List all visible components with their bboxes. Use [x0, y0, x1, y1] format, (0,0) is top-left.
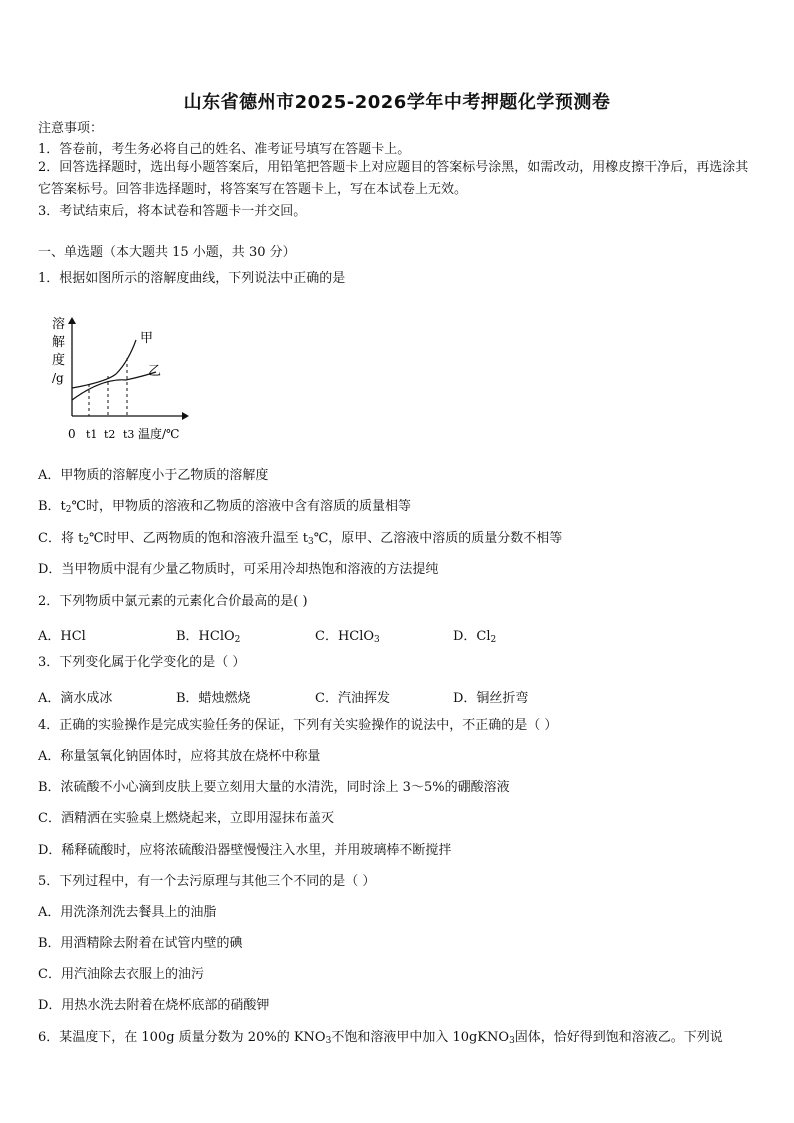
q5-stem: 5．下列过程中，有一个去污原理与其他三个不同的是（ ）	[38, 874, 376, 889]
q1-option-a: A．甲物质的溶解度小于乙物质的溶解度	[38, 468, 269, 483]
q2-option-b: B．HClO$_2$	[176, 629, 241, 645]
q4-option-d: D．稀释硫酸时，应将浓硫酸沿器壁慢慢注入水里，并用玻璃棒不断搅拌	[38, 843, 452, 858]
q1-stem: 1．根据如图所示的溶解度曲线，下列说法中正确的是	[38, 271, 346, 286]
graph-ylabel-1: 溶	[52, 317, 66, 332]
curve-label-jia: 甲	[140, 331, 154, 346]
q1-option-d: D．当甲物质中混有少量乙物质时，可采用冷却热饱和溶液的方法提纯	[38, 562, 439, 577]
q4-option-a: A．称量氢氧化钠固体时，应将其放在烧杯中称量	[38, 749, 321, 764]
x-label-t3: t3	[123, 428, 135, 441]
notice-item-1: 1．答卷前，考生务必将自己的姓名、准考证号填写在答题卡上。	[38, 142, 411, 157]
q5-option-a: A．用洗涤剂洗去餐具上的油脂	[38, 905, 217, 920]
q5-option-b: B．用酒精除去附着在试管内壁的碘	[38, 936, 243, 951]
graph-axes	[68, 317, 189, 420]
notice-heading: 注意事项：	[38, 121, 104, 136]
x-label-t1: t1	[86, 428, 98, 441]
curve-label-yi: 乙	[148, 364, 162, 379]
q3-stem: 3．下列变化属于化学变化的是（ ）	[38, 655, 246, 670]
x-label-0: 0	[68, 427, 76, 441]
graph-ylabel-2: 解	[52, 335, 66, 350]
notice-item-2: 2．回答选择题时，选出每小题答案后，用铅笔把答题卡上对应题目的答案标号涂黑，如需改动，用橡皮擦干净后，再选涂其它答案标号。回答非选择题时，将答案写在答题卡上，写在本试卷上无效。	[38, 160, 749, 197]
q1-option-b: B．$t_2℃$时，甲物质的溶液和乙物质的溶液中含有溶质的质量相等	[38, 499, 412, 515]
q3-option-c: C．汽油挥发	[315, 691, 390, 706]
section-heading: 一、单选题（本大题共 15 小题，共 30 分）	[38, 245, 296, 260]
q4-option-b: B．浓硫酸不小心滴到皮肤上要立刻用大量的水清洗，同时涂上 3～5%的硼酸溶液	[38, 780, 510, 795]
graph-ylabel-3: 度	[52, 353, 66, 368]
q5-option-d: D．用热水洗去附着在烧杯底部的硝酸钾	[38, 998, 270, 1013]
q3-option-a: A．滴水成冰	[38, 691, 113, 706]
q3-option-d: D．铜丝折弯	[453, 691, 529, 706]
q5-option-c: C．用汽油除去衣服上的油污	[38, 967, 204, 982]
x-axis-unit: 温度/℃	[138, 427, 180, 441]
q2-option-a: A．HCl	[38, 629, 86, 644]
page-title: 山东省德州市2025-2026学年中考押题化学预测卷	[183, 92, 611, 113]
q4-stem: 4．正确的实验操作是完成实验任务的保证，下列有关实验操作的说法中，不正确的是（ ）	[38, 718, 558, 733]
solubility-graph	[44, 312, 204, 447]
q3-option-b: B．蜡烛燃烧	[176, 691, 251, 706]
q6-stem: 6．某温度下，在 100g 质量分数为 20%的 $KNO_3$不饱和溶液甲中加入 10gKNO$_3$固体，恰好得到饱和溶液乙。下列说	[38, 1030, 723, 1046]
q2-stem: 2．下列物质中氯元素的元素化合价最高的是( )	[38, 594, 308, 609]
q2-option-c: C．HClO$_3$	[315, 629, 380, 645]
graph-ylabel-4: /g	[52, 371, 64, 385]
x-label-t2: t2	[104, 428, 116, 441]
q4-option-c: C．酒精洒在实验桌上燃烧起来，立即用湿抹布盖灭	[38, 811, 334, 826]
q2-option-d: D．$Cl_2$	[453, 629, 497, 645]
notice-item-3: 3．考试结束后，将本试卷和答题卡一并交回。	[38, 204, 307, 219]
q1-option-c: C．将 $t_2℃$时甲、乙两物质的饱和溶液升温至 $t_3℃$，原甲、乙溶液中溶质的质量分数不相等	[38, 531, 563, 547]
curve-jia	[72, 340, 136, 388]
